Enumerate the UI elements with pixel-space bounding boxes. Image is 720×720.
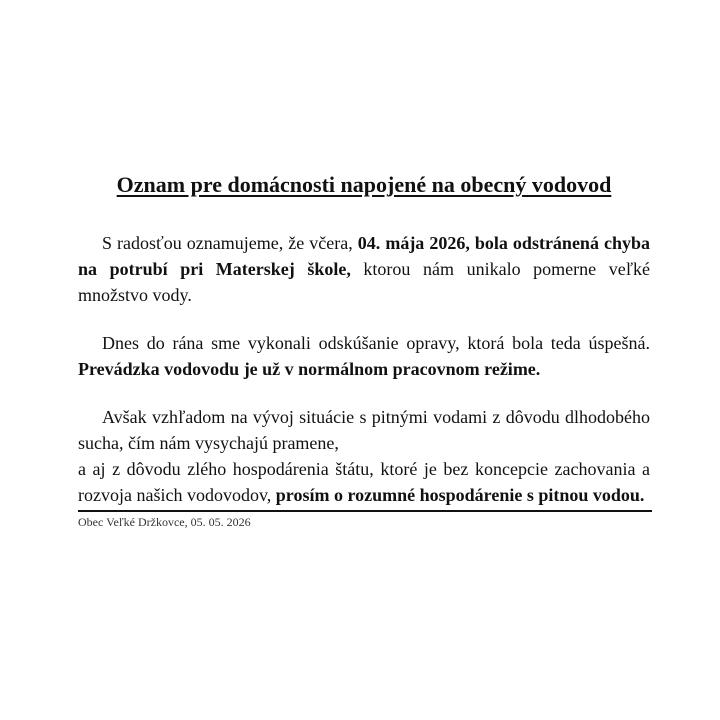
paragraph3-bold-request: prosím o rozumné hospodárenie s pitnou vodou. — [275, 485, 645, 505]
paragraph1-text-start: S radosťou oznamujeme, že včera, — [102, 233, 358, 253]
paragraph3-text-first: Avšak vzhľadom na vývoj situácie s pitnými vodami z dôvodu dlhodobého sucha, čím nám vysychajú pramene, — [78, 407, 650, 453]
footer-signature: Obec Veľké Držkovce, 05. 05. 2026 — [78, 515, 251, 529]
paragraph-test-success — [78, 330, 650, 382]
footer-divider — [78, 510, 652, 512]
paragraph1-bold-date: 04. mája 2026, bola odstránená chyba na potrubí pri Materskej škole, — [78, 233, 650, 279]
paragraph-repair-done — [78, 230, 650, 308]
announcement-title: Oznam pre domácnosti napojené na obecný vodovod — [116, 172, 612, 197]
paragraph-water-saving — [78, 404, 650, 508]
announcement-document — [78, 168, 650, 530]
paragraph3-line-second — [78, 456, 650, 508]
paragraph3-text-second: a aj z dôvodu zlého hospodárenia štátu, ktoré je bez koncepcie zachovania a rozvoja našich vodovodov, — [78, 459, 650, 505]
paragraph1-text-end: ktorou nám unikalo pomerne veľké množstvo vody. — [78, 259, 651, 305]
paragraph2-bold-status: Prevádzka vodovodu je už v normálnom pracovnom režime. — [78, 359, 541, 379]
paragraph2-text: Dnes do rána sme vykonali odskúšanie opravy, ktorá bola teda úspešná. — [102, 333, 650, 353]
